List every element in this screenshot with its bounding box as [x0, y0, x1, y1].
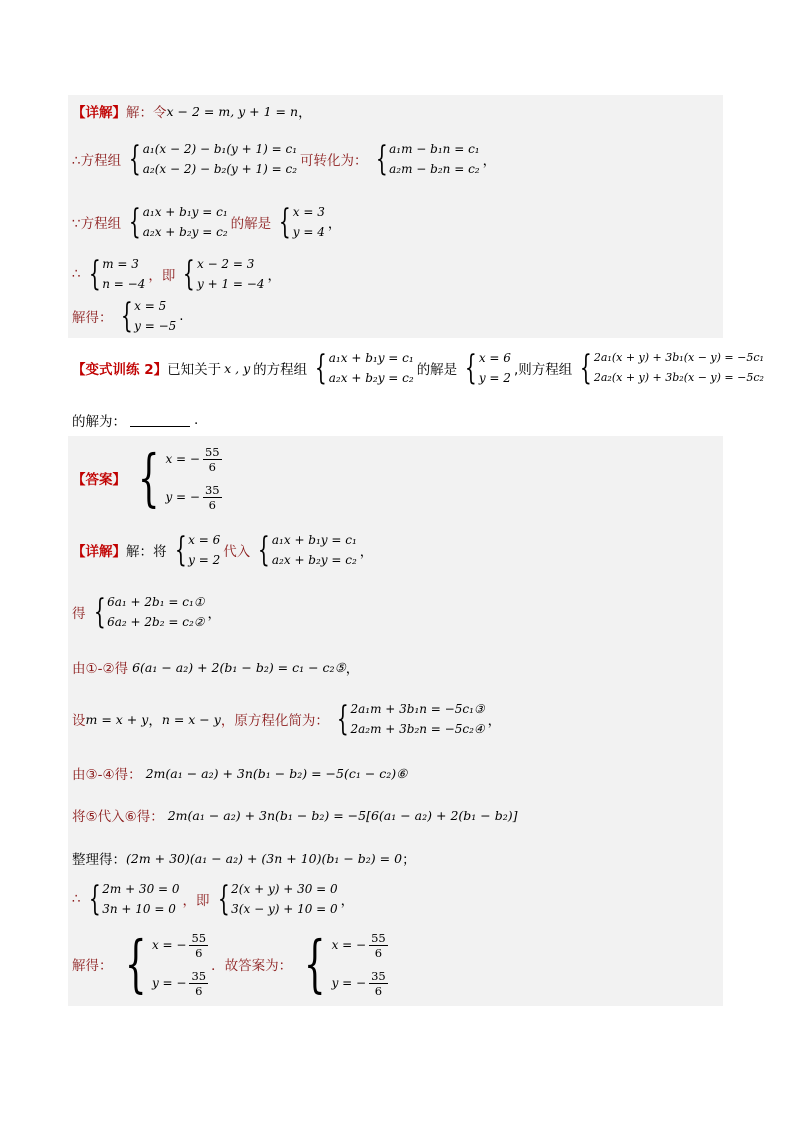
connector-text: ．故答案为：: [211, 958, 293, 974]
detail-tag: 【详解】: [72, 105, 126, 121]
final-answer-system: { x = − $\frac{55}{6}$ y = − $\frac{35}{6}$: [304, 927, 386, 1000]
equation-row: x = 6: [478, 351, 511, 365]
punctuation: ，: [340, 893, 355, 909]
equation-expr: m = x + y: [85, 711, 149, 727]
equation-row: a₂x + b₂y = c₂: [142, 225, 228, 239]
equation-row: a₂x + b₂y = c₂: [271, 553, 357, 567]
equation-system: { a₁m − b₁n = c₁ a₂m − b₂n = c₂: [375, 139, 480, 179]
equation-row: y = 2: [478, 371, 511, 385]
equation-system: { 2(x + y) + 30 = 0 3(x − y) + 10 = 0: [217, 879, 338, 919]
equation-row: x = 5: [134, 299, 167, 313]
equation-row: a₁m − b₁n = c₁: [389, 142, 480, 156]
fraction-numerator: 55: [191, 930, 207, 945]
substitution-expr: x − 2 = m, y + 1 = n: [166, 103, 299, 119]
equation-system: { a₁x + b₁y = c₁ a₂x + b₂y = c₂: [258, 530, 357, 570]
fraction-denominator: 6: [208, 459, 216, 474]
equation-row: 2a₂(x + y) + 3b₂(x − y) = −5c₂: [593, 371, 764, 384]
equation-row: a₁x + b₁y = c₁: [328, 351, 414, 365]
equation-row: y = 2: [188, 553, 221, 567]
equation-system: { a₁(x − 2) − b₁(y + 1) = c₁ a₂(x − 2) − b₂(y + 1) = c₂: [128, 139, 297, 179]
detail2-line-4: [72, 697, 501, 741]
equation-system: { 2m + 30 = 0 3n + 10 = 0: [88, 879, 180, 919]
punctuation: .: [179, 308, 184, 324]
therefore-text: ∴: [72, 266, 81, 282]
equation-row: 3(x − y) + 10 = 0: [231, 902, 338, 916]
detail-line-5: [72, 294, 184, 338]
question-text: ,则方程组: [513, 362, 573, 378]
equation-row: y = 4: [292, 225, 325, 239]
equation-system: { x = 5 y = −5: [120, 296, 177, 336]
question-text: 的方程组: [253, 362, 308, 378]
question-line-2: [72, 410, 198, 430]
equation-system: { x − 2 = 3 y + 1 = −4: [183, 254, 265, 294]
equation-row: a₂x + b₂y = c₂: [328, 371, 414, 385]
solution-system: { x = − $\frac{55}{6}$ y = − $\frac{35}{6}$: [124, 927, 207, 1000]
punctuation: ，: [359, 544, 374, 560]
equation-system: { a₁x + b₁y = c₁ a₂x + b₂y = c₂: [128, 202, 228, 242]
punctuation: ，: [148, 713, 162, 729]
fraction-numerator: 35: [371, 968, 386, 983]
equation-row: x = 3: [292, 205, 325, 219]
punctuation: ，: [267, 268, 281, 284]
equation-system: { x = 6 y = 2: [465, 348, 511, 388]
equation-row: x − 2 = 3: [196, 257, 255, 271]
detail-text: 整理得：: [72, 852, 126, 868]
equation-lhs: x = −: [165, 452, 200, 466]
detail-line-2: [72, 137, 496, 181]
equation-row: n = −4: [102, 277, 146, 291]
connector-text: ，原方程化简为：: [220, 713, 329, 729]
equation-expr: 2m(a₁ − a₂) + 3n(b₁ − b₂) = −5[6(a₁ − a₂) + 2(b₁ − b₂)]: [167, 807, 518, 823]
equation-expr: 2m(a₁ − a₂) + 3n(b₁ − b₂) = −5(c₁ − c₂)⑥: [145, 765, 408, 781]
question-text: 已知关于: [167, 362, 222, 378]
equation-lhs: y = −: [151, 976, 187, 990]
detail-text: 由③-④得：: [72, 767, 142, 783]
detail-text: 解：将: [126, 544, 167, 560]
equation-row: x = 6: [188, 533, 221, 547]
fraction-numerator: 55: [204, 444, 220, 459]
fraction-denominator: 6: [208, 497, 216, 512]
equation-row: 2a₂m + 3b₂n = −5c₂④: [350, 722, 485, 736]
equation-row: a₂m − b₂n = c₂: [389, 162, 480, 176]
detail-line-4: [72, 252, 281, 296]
question-text: 的解是: [416, 362, 458, 378]
fraction-numerator: 55: [371, 930, 386, 945]
equation-system: { a₁x + b₁y = c₁ a₂x + b₂y = c₂: [315, 348, 414, 388]
equation-row: a₁x + b₁y = c₁: [271, 533, 357, 547]
question-tag: 【变式训练 2】: [72, 362, 168, 378]
punctuation: ，: [207, 606, 222, 622]
equation-row: 3n + 10 = 0: [102, 902, 176, 916]
equation-row: 2m + 30 = 0: [102, 882, 180, 896]
connector-text: ，即: [148, 268, 176, 284]
answer-blank: [130, 413, 190, 427]
therefore-text: ∴方程组: [72, 153, 122, 169]
equation-system: { x = 6 y = 2: [174, 530, 221, 570]
punctuation: .: [194, 412, 199, 428]
detail-text: 设: [72, 713, 86, 729]
punctuation: ，: [487, 713, 502, 729]
equation-row: y = −5: [134, 319, 177, 333]
connector-text: 代入: [223, 544, 251, 560]
equation-expr: n = x − y: [161, 711, 221, 727]
punctuation: ，: [345, 661, 360, 677]
answer-system: { x = − $\frac{55}{6}$ y = − $\frac{35}{6}$: [137, 441, 220, 514]
question-vars: x , y: [224, 360, 251, 376]
equation-system: { m = 3 n = −4: [88, 254, 146, 294]
connector-text: 的解是: [230, 216, 272, 232]
equation-row: 2a₁(x + y) + 3b₁(x − y) = −5c₁: [593, 351, 764, 364]
detail-text: 由①-②得: [72, 661, 129, 677]
punctuation: ，: [298, 105, 312, 121]
detail2-line-7: [72, 847, 416, 869]
question-line-1: [72, 346, 767, 390]
fraction-denominator: 6: [374, 945, 383, 960]
connector-text: 可转化为：: [300, 153, 368, 169]
detail-text: 解：令: [126, 105, 167, 121]
connector-text: ，即: [182, 893, 210, 909]
equation-system: { 2a₁m + 3b₁n = −5c₁③ 2a₂m + 3b₂n = −5c₂④: [336, 699, 485, 739]
answer-line: [72, 440, 225, 516]
equation-row: a₂(x − 2) − b₂(y + 1) = c₂: [142, 162, 297, 176]
fraction-denominator: 6: [374, 983, 383, 998]
detail-line-3: [72, 200, 341, 244]
equation-row: 2a₁m + 3b₁n = −5c₁③: [350, 702, 485, 716]
solve-label: 解得：: [72, 958, 113, 974]
fraction-numerator: 35: [204, 482, 220, 497]
equation-lhs: x = −: [151, 938, 187, 952]
equation-row: 6a₁ + 2b₁ = c₁①: [107, 595, 205, 609]
equation-system: { 6a₁ + 2b₁ = c₁① 6a₂ + 2b₂ = c₂②: [93, 592, 205, 632]
detail2-line-9: [72, 926, 391, 1002]
answer-tag: 【答案】: [72, 472, 126, 488]
detail2-line-2: [72, 590, 221, 634]
detail2-line-6: [72, 804, 517, 826]
equation-expr: (2m + 30)(a₁ − a₂) + (3n + 10)(b₁ − b₂) = 0: [126, 850, 403, 866]
punctuation: ；: [402, 852, 416, 868]
detail-tag: 【详解】: [72, 544, 126, 560]
equation-row: 2(x + y) + 30 = 0: [231, 882, 338, 896]
equation-row: m = 3: [102, 257, 139, 271]
therefore-text: ∴: [72, 891, 81, 907]
question-text: 的解为：: [72, 414, 126, 430]
equation-row: a₁x + b₁y = c₁: [142, 205, 228, 219]
equation-row: a₁(x − 2) − b₁(y + 1) = c₁: [142, 142, 297, 156]
equation-system: { 2a₁(x + y) + 3b₁(x − y) = −5c₁ 2a₂(x + y) + 3b₂(x − y) = −5c₂: [580, 348, 764, 388]
detail-text: 得: [72, 606, 86, 622]
because-text: ∵方程组: [72, 216, 122, 232]
equation-expr: 6(a₁ − a₂) + 2(b₁ − b₂) = c₁ − c₂⑤: [132, 659, 346, 675]
fraction-numerator: 35: [191, 968, 207, 983]
equation-lhs: y = −: [331, 976, 367, 990]
detail2-line-3: [72, 656, 359, 678]
detail2-line-5: [72, 762, 407, 784]
equation-lhs: y = −: [165, 490, 200, 504]
equation-row: 6a₂ + 2b₂ = c₂②: [107, 615, 205, 629]
detail2-line-1: [72, 528, 373, 572]
solve-label: 解得：: [72, 310, 113, 326]
equation-lhs: x = −: [331, 938, 367, 952]
punctuation: ，: [327, 216, 342, 232]
detail-text: 将⑤代入⑥得：: [72, 809, 164, 825]
equation-system: { x = 3 y = 4: [279, 202, 325, 242]
detail-line-1: [72, 101, 312, 121]
fraction-denominator: 6: [195, 945, 203, 960]
equation-row: y + 1 = −4: [196, 277, 265, 291]
fraction-denominator: 6: [195, 983, 203, 998]
punctuation: ，: [482, 153, 497, 169]
detail2-line-8: [72, 877, 354, 921]
